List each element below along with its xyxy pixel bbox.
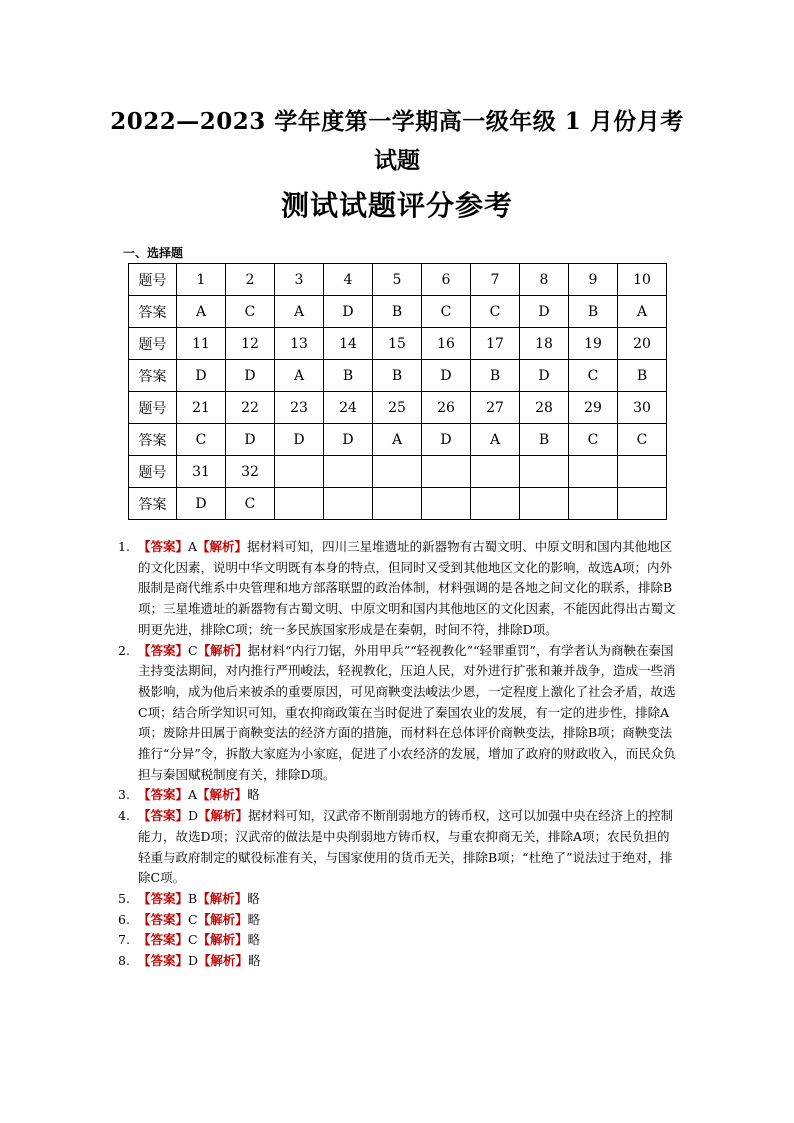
answer-letter: B bbox=[188, 890, 198, 906]
explanation-item bbox=[118, 951, 678, 972]
explanation-item bbox=[118, 806, 678, 889]
question-number-cell: 7 bbox=[471, 264, 520, 296]
answer-cell: D bbox=[520, 360, 569, 392]
explanation-number: 4. bbox=[118, 808, 130, 824]
question-number-cell: 26 bbox=[422, 392, 471, 424]
question-number-cell: 13 bbox=[275, 328, 324, 360]
answer-tag: 【答案】 bbox=[138, 787, 189, 803]
question-number-cell: 11 bbox=[177, 328, 226, 360]
answer-cell: B bbox=[520, 424, 569, 456]
answer-tag: 【答案】 bbox=[138, 539, 189, 554]
explanation-item bbox=[118, 930, 678, 951]
answer-cell: B bbox=[471, 360, 520, 392]
explanation-item bbox=[118, 641, 678, 786]
question-number-cell: 17 bbox=[471, 328, 520, 360]
table-row-numbers bbox=[129, 456, 667, 488]
table-row-answers bbox=[129, 488, 667, 520]
answer-letter: A bbox=[188, 787, 198, 803]
row-label-question: 题号 bbox=[129, 392, 177, 424]
question-number-cell: 12 bbox=[226, 328, 275, 360]
question-number-cell: 27 bbox=[471, 392, 520, 424]
answer-letter: C bbox=[188, 642, 198, 658]
explanation-item bbox=[118, 785, 678, 806]
answer-tag: 【答案】 bbox=[138, 932, 189, 948]
analysis-tag: 【解析】 bbox=[197, 911, 248, 927]
answer-cell: D bbox=[226, 360, 275, 392]
question-number-cell bbox=[373, 456, 422, 488]
answer-cell: C bbox=[226, 488, 275, 520]
analysis-text: 略 bbox=[247, 932, 261, 948]
table-row-numbers bbox=[129, 392, 667, 424]
analysis-text: 据材料可知，四川三星堆遗址的新器物有古蜀文明、中原文明和国内其他地区的文化因素，说明中华文明既有本身的特点，但同时又受到其他地区文化的影响，故选A项；内外服制是商代维系中央管理和地方部落联盟的政治体制，材料强调的是各地之间文化的联系，排除B项；三星堆遗址的新器物有古蜀文明、中原文明和国内其他地区的文化因素，不能因此得出古蜀文明更先进，排除C项；统一多民族国家形成是在秦朝，时间不符，排除D项。 bbox=[138, 539, 676, 637]
explanation-number: 5. bbox=[118, 890, 130, 906]
analysis-text: 略 bbox=[248, 953, 261, 969]
document-title-continued: 试题 bbox=[374, 147, 420, 174]
answer-cell: D bbox=[422, 424, 471, 456]
answer-cell: B bbox=[569, 296, 618, 328]
question-number-cell bbox=[324, 456, 373, 488]
question-number-cell: 14 bbox=[324, 328, 373, 360]
analysis-text: 据材料“内行刀锯，外用甲兵”“轻视教化”“轻罪重罚”，有学者认为商鞅在秦国主持变法期间，对内推行严刑峻法，轻视教化，压迫人民，对外进行扩张和兼并战争，造成一些消极影响，成为他后来被杀的重要原因，可见商鞅变法峻法少恩，一定程度上激化了社会矛盾，故选C项；结合所学知识可知，重农抑商政策在当时促进了秦国农业的发展，有一定的进步性，排除A项；废除井田属于商鞅变法的经济方面的措施，而材料在总体评价商鞅变法，排除B项；商鞅变法推行“分异”令，拆散大家庭为小家庭，促进了小农经济的发展，增加了政府的财政收入，而民众负担与秦国赋税制度有关，排除D项。 bbox=[138, 642, 676, 782]
row-label-question: 题号 bbox=[129, 328, 177, 360]
analysis-text: 略 bbox=[247, 911, 261, 927]
analysis-tag: 【解析】 bbox=[198, 808, 249, 824]
question-number-cell: 1 bbox=[177, 264, 226, 296]
question-number-cell: 19 bbox=[569, 328, 618, 360]
answer-cell: A bbox=[275, 360, 324, 392]
question-number-cell: 5 bbox=[373, 264, 422, 296]
answer-cell: D bbox=[422, 360, 471, 392]
question-number-cell bbox=[471, 456, 520, 488]
section-heading: 一、选择题 bbox=[123, 246, 184, 260]
table-row-numbers bbox=[129, 328, 667, 360]
answer-table bbox=[128, 263, 667, 520]
analysis-text: 略 bbox=[247, 787, 260, 803]
document-title: 2022—2023 学年度第一学期高一级年级 1 月份月考 bbox=[110, 108, 684, 135]
question-number-cell: 6 bbox=[422, 264, 471, 296]
answer-cell bbox=[569, 488, 618, 520]
answer-cell: A bbox=[373, 424, 422, 456]
explanations-list bbox=[118, 537, 678, 972]
explanation-number: 1. bbox=[118, 539, 130, 554]
question-number-cell: 28 bbox=[520, 392, 569, 424]
analysis-text: 据材料可知，汉武帝不断削弱地方的铸币权，这可以加强中央在经济上的控制能力，故选D项；汉武帝的做法是中央削弱地方铸币权，与重农抑商无关，排除A项；农民负担的轻重与政府制定的赋役标准有关，与国家使用的货币无关，排除B项；“杜绝了”说法过于绝对，排除C项。 bbox=[138, 808, 674, 886]
explanation-number: 3. bbox=[118, 787, 130, 803]
answer-cell: C bbox=[422, 296, 471, 328]
answer-letter: D bbox=[188, 808, 199, 824]
question-number-cell: 10 bbox=[618, 264, 667, 296]
analysis-text: 略 bbox=[247, 890, 260, 906]
analysis-tag: 【解析】 bbox=[197, 932, 248, 948]
answer-cell bbox=[324, 488, 373, 520]
row-label-answer: 答案 bbox=[129, 424, 177, 456]
answer-cell: A bbox=[618, 296, 667, 328]
explanation-number: 8. bbox=[118, 953, 130, 969]
answer-cell: A bbox=[177, 296, 226, 328]
answer-cell bbox=[275, 488, 324, 520]
question-number-cell: 25 bbox=[373, 392, 422, 424]
answer-cell: C bbox=[177, 424, 226, 456]
explanation-number: 7. bbox=[118, 932, 130, 948]
analysis-tag: 【解析】 bbox=[197, 539, 248, 554]
question-number-cell: 2 bbox=[226, 264, 275, 296]
answer-tag: 【答案】 bbox=[138, 890, 189, 906]
explanation-number: 2. bbox=[118, 642, 130, 658]
question-number-cell: 30 bbox=[618, 392, 667, 424]
row-label-question: 题号 bbox=[129, 264, 177, 296]
question-number-cell bbox=[569, 456, 618, 488]
answer-cell: D bbox=[226, 424, 275, 456]
analysis-tag: 【解析】 bbox=[197, 890, 248, 906]
question-number-cell: 29 bbox=[569, 392, 618, 424]
answer-cell: C bbox=[471, 296, 520, 328]
answer-cell: D bbox=[177, 360, 226, 392]
answer-letter: D bbox=[188, 953, 199, 969]
answer-cell: B bbox=[618, 360, 667, 392]
answer-cell: D bbox=[275, 424, 324, 456]
question-number-cell: 3 bbox=[275, 264, 324, 296]
document-subtitle: 测试试题评分参考 bbox=[280, 189, 513, 222]
answer-cell: D bbox=[324, 296, 373, 328]
answer-cell: B bbox=[324, 360, 373, 392]
explanation-item bbox=[118, 537, 678, 641]
question-number-cell bbox=[422, 456, 471, 488]
question-number-cell bbox=[618, 456, 667, 488]
question-number-cell: 21 bbox=[177, 392, 226, 424]
question-number-cell: 8 bbox=[520, 264, 569, 296]
answer-tag: 【答案】 bbox=[138, 953, 189, 969]
question-number-cell: 18 bbox=[520, 328, 569, 360]
question-number-cell: 31 bbox=[177, 456, 226, 488]
answer-cell: B bbox=[373, 360, 422, 392]
answer-cell: C bbox=[618, 424, 667, 456]
answer-tag: 【答案】 bbox=[138, 642, 189, 658]
question-number-cell bbox=[275, 456, 324, 488]
answer-cell: D bbox=[324, 424, 373, 456]
answer-cell: D bbox=[520, 296, 569, 328]
table-row-numbers bbox=[129, 264, 667, 296]
explanation-item bbox=[118, 910, 678, 931]
answer-cell: A bbox=[275, 296, 324, 328]
table-row-answers bbox=[129, 424, 667, 456]
question-number-cell: 32 bbox=[226, 456, 275, 488]
answer-cell bbox=[618, 488, 667, 520]
row-label-question: 题号 bbox=[129, 456, 177, 488]
question-number-cell: 24 bbox=[324, 392, 373, 424]
answer-cell: A bbox=[471, 424, 520, 456]
answer-letter: A bbox=[188, 539, 198, 554]
answer-cell: B bbox=[373, 296, 422, 328]
answer-letter: C bbox=[188, 911, 198, 927]
answer-cell: C bbox=[569, 424, 618, 456]
answer-cell: C bbox=[226, 296, 275, 328]
question-number-cell: 15 bbox=[373, 328, 422, 360]
question-number-cell: 9 bbox=[569, 264, 618, 296]
row-label-answer: 答案 bbox=[129, 296, 177, 328]
answer-letter: C bbox=[188, 932, 198, 948]
answer-tag: 【答案】 bbox=[138, 911, 189, 927]
question-number-cell: 23 bbox=[275, 392, 324, 424]
table-row-answers bbox=[129, 360, 667, 392]
analysis-tag: 【解析】 bbox=[197, 642, 248, 658]
answer-cell: C bbox=[569, 360, 618, 392]
question-number-cell bbox=[520, 456, 569, 488]
answer-cell bbox=[520, 488, 569, 520]
question-number-cell: 16 bbox=[422, 328, 471, 360]
answer-cell bbox=[471, 488, 520, 520]
answer-tag: 【答案】 bbox=[138, 808, 189, 824]
question-number-cell: 4 bbox=[324, 264, 373, 296]
answer-cell: D bbox=[177, 488, 226, 520]
answer-cell bbox=[422, 488, 471, 520]
answer-cell bbox=[373, 488, 422, 520]
explanation-item bbox=[118, 889, 678, 910]
table-row-answers bbox=[129, 296, 667, 328]
question-number-cell: 20 bbox=[618, 328, 667, 360]
explanation-number: 6. bbox=[118, 911, 130, 927]
row-label-answer: 答案 bbox=[129, 488, 177, 520]
question-number-cell: 22 bbox=[226, 392, 275, 424]
row-label-answer: 答案 bbox=[129, 360, 177, 392]
analysis-tag: 【解析】 bbox=[198, 953, 249, 969]
analysis-tag: 【解析】 bbox=[197, 787, 248, 803]
